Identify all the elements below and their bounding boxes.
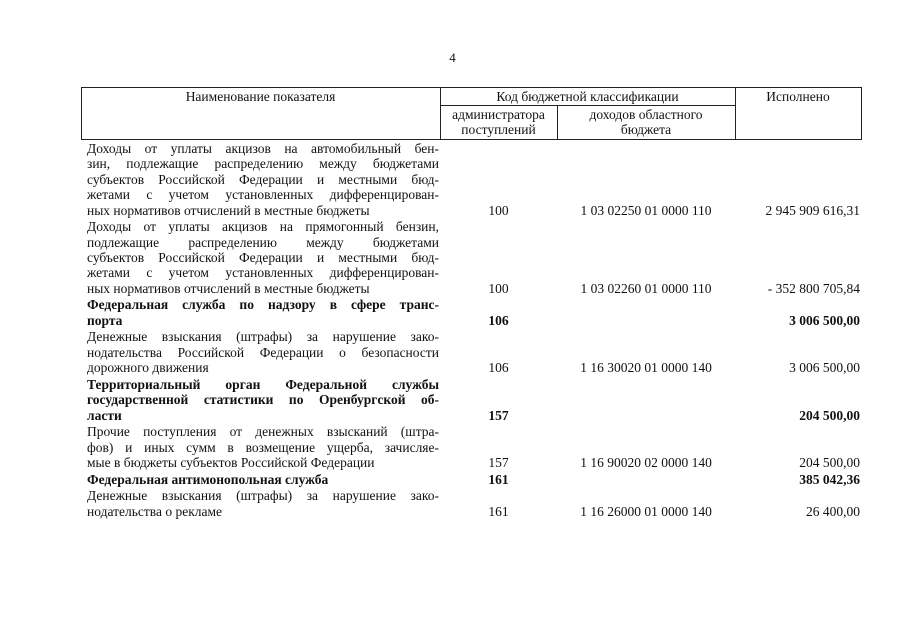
- header-income-line-2: бюджета: [620, 122, 672, 137]
- row-amount: 204 500,00: [799, 455, 860, 470]
- row-amount: - 352 800 705,84: [767, 280, 860, 296]
- row-admin-code: 100: [488, 202, 509, 218]
- header-mid-rule: [440, 105, 735, 106]
- header-admin: [440, 107, 557, 137]
- row-budget-code: 1 03 02260 01 0000 110: [580, 280, 712, 296]
- row-amount: 2 945 909 616,31: [765, 202, 860, 218]
- row-name: [87, 141, 439, 218]
- page-number: 4: [449, 50, 456, 65]
- row-name-line: Федеральная антимонопольная служба: [87, 471, 329, 487]
- row-name-line: государственной статистики по Оренбургской об-: [87, 392, 439, 408]
- row-name: [87, 377, 439, 423]
- row-admin-code: 157: [488, 407, 509, 423]
- header-admin-line-1: администратора: [452, 107, 545, 122]
- row-name-line: Денежные взыскания (штрафы) за нарушение зако-: [87, 329, 439, 345]
- row-amount: 385 042,36: [799, 471, 860, 487]
- row-name: [87, 424, 439, 470]
- row-amount: 26 400,00: [806, 503, 860, 519]
- row-name: [87, 488, 439, 519]
- header-admin-line-2: поступлений: [461, 122, 536, 137]
- row-name-line: субъектов Российской Федерации и местными бюд-: [87, 171, 439, 187]
- header-executed: Исполнено: [766, 89, 830, 104]
- header-income-line-1: доходов областного: [589, 107, 703, 122]
- row-amount: 204 500,00: [799, 407, 860, 423]
- row-admin-code: 106: [488, 312, 509, 328]
- row-name-line: зин, подлежащие распределению между бюджетами: [87, 156, 439, 172]
- header-name: Наименование показателя: [185, 89, 336, 104]
- row-admin-code: 161: [488, 471, 509, 487]
- row-name-line: Прочие поступления от денежных взысканий (штра-: [87, 424, 439, 440]
- row-name: [87, 219, 439, 296]
- row-name-line: жетами с учетом установленных дифференцирован-: [87, 187, 439, 203]
- row-name-line: субъектов Российской Федерации и местными бюд-: [87, 249, 439, 265]
- row-admin-code: 100: [488, 280, 509, 296]
- row-name-line: Денежные взыскания (штрафы) за нарушение зако-: [87, 488, 439, 504]
- row-name-line: Доходы от уплаты акцизов на прямогонный бензин,: [87, 219, 439, 235]
- header-income: [557, 107, 735, 137]
- row-name-line: подлежащие распределению между бюджетами: [87, 234, 439, 250]
- row-admin-code: 106: [488, 360, 509, 376]
- row-name-line: порта: [87, 312, 123, 328]
- row-name-line: Территориальный орган Федеральной службы: [87, 376, 439, 392]
- row-name: [87, 472, 439, 487]
- row-amount: 3 006 500,00: [789, 312, 860, 328]
- row-name-line: Доходы от уплаты акцизов на автомобильный бен-: [87, 141, 439, 156]
- header-bottom-rule: [81, 139, 862, 140]
- row-budget-code: 1 16 30020 01 0000 140: [580, 360, 712, 376]
- row-name: [87, 329, 439, 375]
- row-name: [87, 297, 439, 328]
- row-admin-code: 157: [488, 455, 509, 470]
- row-name-line: фов) и иных сумм в возмещение ущерба, зачисляе-: [87, 439, 439, 455]
- row-name-line: жетами с учетом установленных дифференцирован-: [87, 265, 439, 281]
- row-name-line: нодательства Российской Федерации о безопасности: [87, 344, 439, 360]
- row-name-line: нодательства о рекламе: [87, 503, 223, 519]
- row-name-line: дорожного движения: [87, 360, 209, 376]
- row-admin-code: 161: [488, 503, 509, 519]
- row-budget-code: 1 16 26000 01 0000 140: [580, 503, 712, 519]
- header-top-rule: [81, 87, 862, 88]
- row-name-line: Федеральная служба по надзору в сфере транс-: [87, 297, 439, 313]
- row-name-line: ных нормативов отчислений в местные бюджеты: [87, 280, 370, 296]
- header-budget-class: Код бюджетной классификации: [496, 89, 679, 104]
- row-name-line: ласти: [87, 407, 122, 423]
- row-name-line: мые в бюджеты субъектов Российской Федерации: [87, 454, 375, 470]
- row-amount: 3 006 500,00: [789, 360, 860, 376]
- row-name-line: ных нормативов отчислений в местные бюджеты: [87, 202, 370, 218]
- row-budget-code: 1 16 90020 02 0000 140: [580, 455, 712, 470]
- row-budget-code: 1 03 02250 01 0000 110: [580, 202, 712, 218]
- header-right-border: [861, 87, 862, 140]
